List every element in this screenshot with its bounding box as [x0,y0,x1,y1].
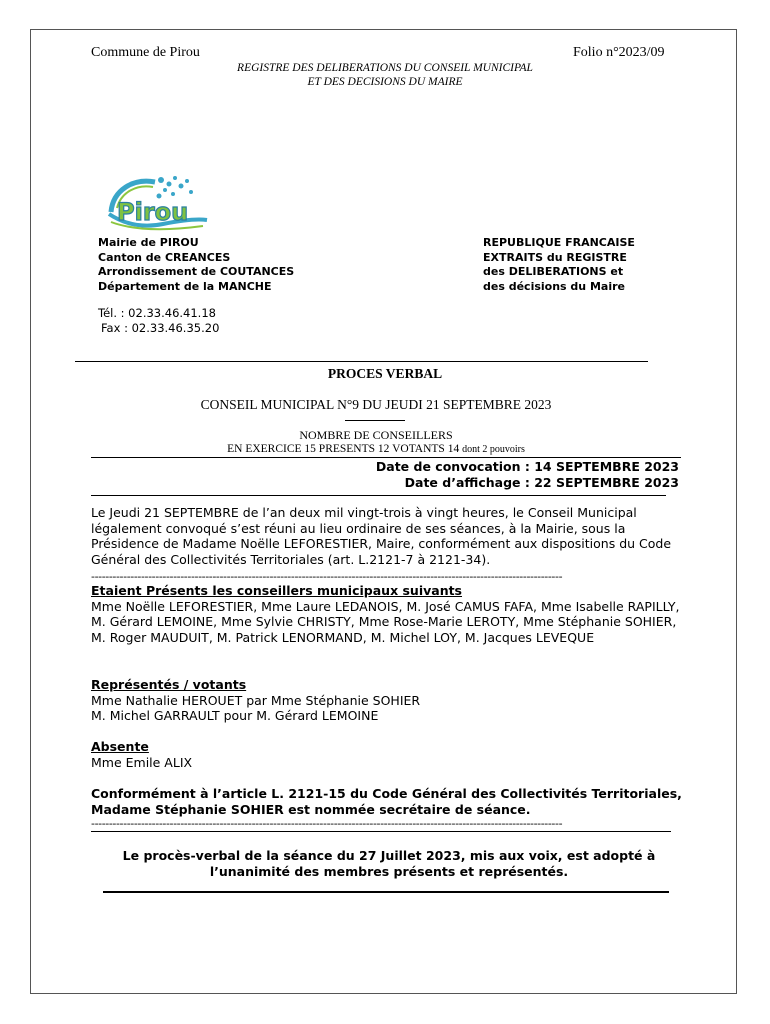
conformement-line: Conformément à l’article L. 2121-15 du Code Général des Collectivités Territoriales, [91,786,682,801]
contact-block [98,306,219,336]
presents-heading: Etaient Présents les conseillers municipaux suivants [91,583,463,598]
intro-paragraph: Le Jeudi 21 SEPTEMBRE de l’an deux mil vingt-trois à vingt heures, le Conseil Municipal légalement convoqué s’est réuni au lieu ordinaire de ses séances, à la Mairie, sous la Présidence de Madame Noëlle LEFORESTIER, Maire, conformément aux dispositions du Code Général des Collectivités Territoriales (art. L.2121-7 à 2121-34). [91,505,672,567]
final-divider [103,891,669,893]
presents-list: Mme Noëlle LEFORESTIER, Mme Laure LEDANOIS, M. José CAMUS FAFA, Mme Isabelle RAPILLY, M. Gérard LEMOINE, Mme Sylvie CHRISTY, Mme Rose-Marie LEROTY, Mme Stéphanie SOHIER, M. Roger MAUDUIT, M. Patrick LENORMAND, M. Michel LOY, M. Jacques LEVEQUE [91,598,680,645]
conseillers-counts [0,443,752,455]
representes-heading: Représentés / votants [91,677,247,692]
date-affichage: Date d’affichage : 22 SEPTEMBRE 2023 [404,475,679,490]
folio-number: Folio n°2023/09 [573,45,665,60]
registre-title-line1: REGISTRE DES DELIBERATIONS DU CONSEIL MUNICIPAL [237,62,533,74]
presents-section [91,583,691,645]
representes-line: M. Michel GARRAULT pour M. Gérard LEMOINE [91,708,379,724]
republique-line: des DELIBERATIONS et [483,265,624,278]
dashed-separator: ------------------------------------------------------------------------------------------------------------------------------------ [91,818,563,829]
registre-title-line2: ET DES DECISIONS DU MAIRE [307,76,463,88]
divider [91,457,681,458]
representes-line: Mme Nathalie HEROUET par Mme Stéphanie SOHIER [91,692,421,708]
logo-text: Pirou [117,198,189,226]
fax: Fax : 02.33.46.35.20 [101,321,220,335]
divider [91,831,671,832]
telephone: Tél. : 02.33.46.41.18 [98,306,216,320]
absente-name: Mme Emile ALIX [91,754,193,770]
dashed-separator: ------------------------------------------------------------------------------------------------------------------------------------ [91,571,563,582]
address-line: Canton de CREANCES [98,250,231,264]
proces-verbal-title: PROCES VERBAL [327,366,443,381]
address-line: Mairie de PIROU [98,236,199,249]
pouvoirs-text: dont 2 pouvoirs [462,444,525,455]
counts-text: EN EXERCICE 15 PRESENTS 12 VOTANTS 14 [227,443,460,455]
adoption-line: Le procès-verbal de la séance du 27 Juillet 2023, mis aux voix, est adopté à [122,848,656,863]
republique-block [483,236,635,294]
adoption-statement [91,848,687,880]
short-divider [345,420,405,421]
secretaire-section [91,786,691,817]
mairie-address [98,236,294,294]
divider [75,361,648,362]
address-line: Arrondissement de COUTANCES [98,265,295,278]
adoption-line: l’unanimité des membres présents et représentés. [209,864,569,879]
secretaire-line: Madame Stéphanie SOHIER est nommée secrétaire de séance. [91,801,531,817]
commune-name: Commune de Pirou [91,45,200,60]
representes-section [91,677,691,724]
date-convocation: Date de convocation : 14 SEPTEMBRE 2023 [375,459,679,474]
address-line: Département de la MANCHE [98,279,272,293]
divider [91,495,666,496]
republique-line: REPUBLIQUE FRANCAISE [483,236,635,249]
republique-line: EXTRAITS du REGISTRE [483,250,627,264]
absente-section [91,739,691,770]
nombre-conseillers-title: NOMBRE DE CONSEILLERS [299,428,453,442]
republique-line: des décisions du Maire [483,279,625,293]
conseil-title: CONSEIL MUNICIPAL N°9 DU JEUDI 21 SEPTEMBRE 2023 [200,397,552,412]
absente-heading: Absente [91,739,149,754]
pirou-logo [103,172,211,234]
